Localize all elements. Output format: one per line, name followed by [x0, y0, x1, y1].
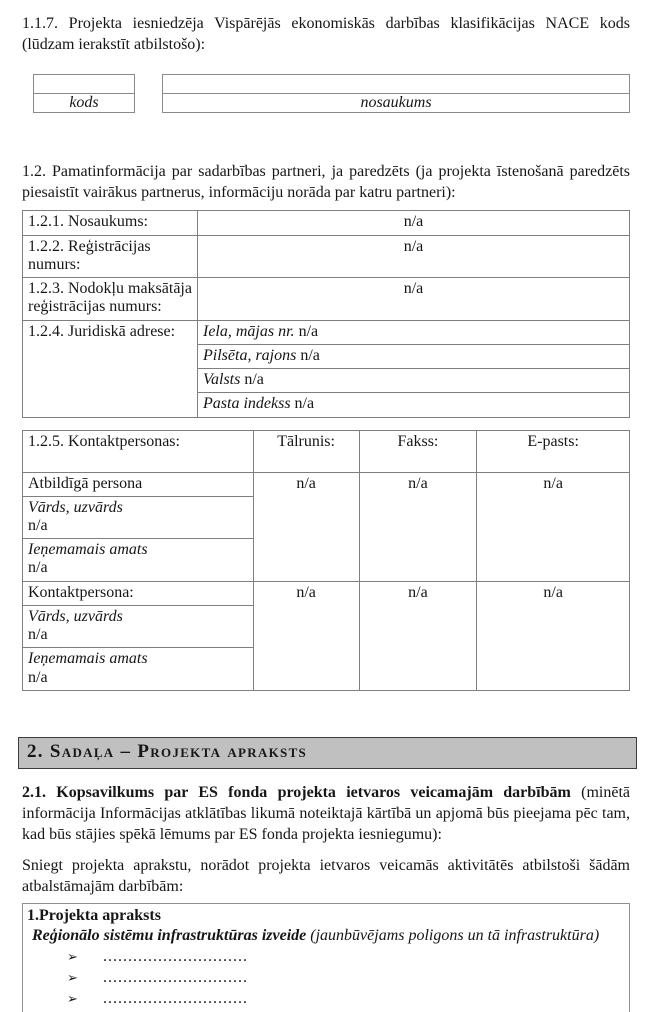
dotted-line[interactable]: .............................: [103, 990, 248, 1008]
name-field-value: n/a: [28, 626, 48, 644]
address-field-label: Pilsēta, rajons: [203, 346, 297, 364]
contact-group-title: Atbildīgā persona: [23, 472, 254, 496]
project-description-box: [22, 903, 630, 1012]
nace-name-input[interactable]: [163, 75, 630, 94]
section-2-1-rest: (minētā informācija Informācijas atklātības likumā noteiktajā kārtībā un apjomā būs pieejama pēc tam, kad būs stājies spēkā lēmums par ES fonda projekta iesniegumu):: [22, 783, 630, 843]
contacts-header-label: 1.2.5. Kontaktpersonas:: [23, 430, 254, 472]
table-row: [23, 472, 630, 496]
row-label: 1.2.2. Reģistrācijas numurs:: [23, 235, 198, 277]
contacts-header-row: [23, 430, 630, 472]
row-value: n/a: [198, 278, 630, 320]
bullet-item: [67, 989, 623, 1009]
address-field-label: Valsts: [203, 371, 241, 389]
name-field-label: Vārds, uzvārds: [28, 498, 123, 516]
box-title: 1.Projekta apraksts: [27, 907, 161, 925]
address-field-value: n/a: [244, 371, 264, 389]
arrow-bullet-icon: ➢: [67, 971, 78, 987]
table-row: [23, 278, 630, 320]
section-2-heading: 2. Sadaļa – Projekta apraksts: [27, 740, 308, 762]
name-field-value: n/a: [28, 517, 48, 535]
address-field-value: n/a: [298, 322, 319, 340]
table-row: [23, 581, 630, 605]
email-value: n/a: [477, 581, 630, 690]
address-row: [198, 393, 630, 417]
role-field-label: Ieņemamais amats: [28, 541, 148, 559]
row-value: n/a: [198, 211, 630, 235]
address-field-label: Iela, mājas nr.: [203, 322, 295, 340]
nace-code-input[interactable]: [34, 75, 135, 94]
box-subtitle: [32, 926, 623, 946]
bullet-item: [67, 968, 623, 988]
address-row: [198, 320, 630, 344]
box-subtitle-activity: Reģionālo sistēmu infrastruktūras izveide: [32, 927, 307, 945]
address-row: [198, 344, 630, 368]
table-row: [23, 211, 630, 235]
address-field-value: n/a: [294, 395, 315, 413]
arrow-bullet-icon: ➢: [67, 950, 78, 966]
arrow-bullet-icon: ➢: [67, 992, 78, 1008]
contact-name-cell: [23, 605, 254, 647]
dotted-line[interactable]: .............................: [103, 948, 248, 966]
address-label: 1.2.4. Juridiskā adrese:: [23, 320, 198, 417]
nace-name-table: [162, 74, 630, 113]
section-2-header-bar: [18, 737, 637, 769]
row-label: 1.2.1. Nosaukums:: [23, 211, 198, 235]
row-label: 1.2.3. Nodokļu maksātāja reģistrācijas numurs:: [23, 278, 198, 320]
row-value: n/a: [198, 235, 630, 277]
contact-role-cell: [23, 539, 254, 581]
phone-value: n/a: [253, 472, 359, 581]
nace-code-label: kods: [34, 94, 135, 113]
email-value: n/a: [477, 472, 630, 581]
fax-header: Fakss:: [359, 430, 477, 472]
phone-header: Tālrunis:: [253, 430, 359, 472]
role-field-value: n/a: [28, 668, 48, 686]
role-field-value: n/a: [28, 559, 48, 577]
contacts-table: [22, 430, 630, 691]
role-field-label: Ieņemamais amats: [28, 650, 148, 668]
address-field-label: Pasta indekss: [203, 395, 291, 413]
nace-code-table: [33, 74, 135, 113]
address-row: [198, 369, 630, 393]
section-1-2-text: 1.2. Pamatinformācija par sadarbības partneri, ja paredzēts (ja projekta īstenošanā paredzēts piesaistīt vairākus partnerus, informāciju norāda par katru partneri):: [22, 163, 630, 202]
table-row: [23, 320, 630, 344]
section-2-1-paragraph: [22, 782, 630, 845]
contact-name-cell: [23, 496, 254, 538]
box-subtitle-note: (jaunbūvējams poligons un tā infrastruktūra): [310, 927, 600, 945]
partner-info-table: [22, 210, 630, 417]
fax-value: n/a: [359, 472, 477, 581]
address-field-value: n/a: [300, 346, 320, 364]
contact-group-title: Kontaktpersona:: [23, 581, 254, 605]
name-field-label: Vārds, uzvārds: [28, 607, 123, 625]
nace-name-label: nosaukums: [163, 94, 630, 113]
project-description-intro: Sniegt projekta aprakstu, norādot projekta ietvaros veicamās aktivitātēs atbilstoši šādām atbalstāmajām darbībām:: [22, 857, 630, 896]
bullet-item: [67, 947, 623, 967]
nace-tables-row: [22, 74, 630, 113]
table-row: [23, 235, 630, 277]
contact-role-cell: [23, 648, 254, 690]
section-2-1-lead: 2.1. Kopsavilkums par ES fonda projekta ietvaros veicamajām darbībām: [22, 783, 571, 801]
phone-value: n/a: [253, 581, 359, 690]
dotted-line[interactable]: .............................: [103, 969, 248, 987]
email-header: E-pasts:: [477, 430, 630, 472]
section-1-1-7-text: 1.1.7. Projekta iesniedzēja Vispārējās ekonomiskās darbības klasifikācijas NACE kods (lūdzam ierakstīt atbilstošo):: [22, 15, 630, 54]
fax-value: n/a: [359, 581, 477, 690]
